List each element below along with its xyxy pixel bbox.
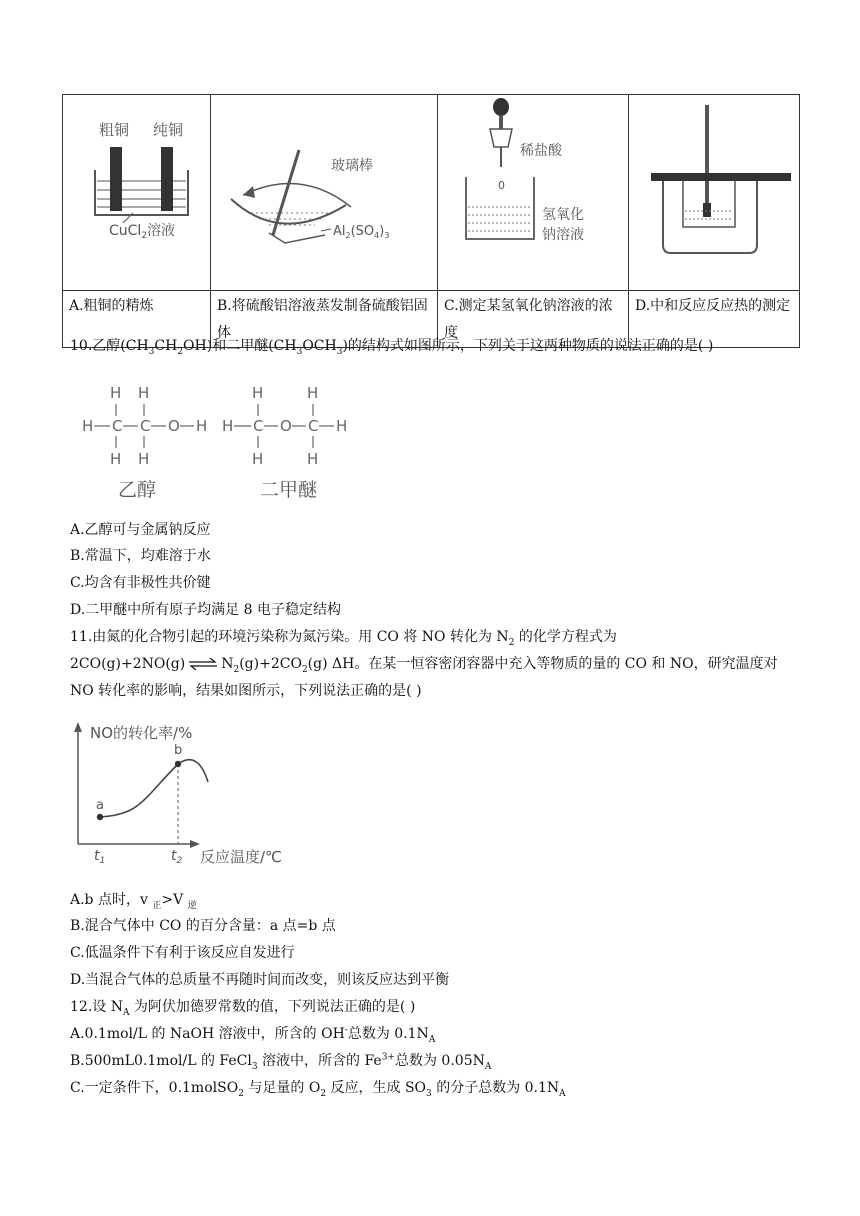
figure-cell-a	[63, 95, 211, 291]
pure-copper-label: 纯铜	[153, 121, 184, 139]
q10-option-b: B.常温下，均难溶于水	[70, 548, 211, 564]
conversion-curve	[100, 760, 208, 817]
equilibrium-arrow-icon	[187, 658, 219, 670]
evaporating-dish	[231, 199, 346, 224]
apparatus-table	[62, 94, 800, 348]
t2-label: $t_2$	[171, 848, 183, 866]
q11-option-b: B.混合气体中 CO 的百分含量：a 点=b 点	[70, 918, 336, 934]
calorimeter-figure	[629, 95, 799, 286]
svg-text:H: H	[336, 417, 348, 435]
pure-copper-electrode	[161, 147, 173, 211]
naoh-label-1: 氢氧化	[542, 207, 584, 223]
crude-copper-electrode	[110, 147, 122, 211]
thermometer	[705, 105, 709, 215]
svg-text:C: C	[112, 417, 123, 435]
q12-stem: 12.设 $N_A$ 为阿伏加德罗常数的值，下列说法正确的是( )	[70, 999, 416, 1018]
q11-stem-line1: 11.由氮的化合物引起的环境污染称为氮污染。用 CO 将 NO 转化为 $N_2$ 的化学方程式为	[70, 629, 617, 648]
structure-formulas	[70, 382, 360, 504]
t1-label: $t_1$	[94, 848, 106, 866]
no-conversion-chart	[70, 714, 300, 868]
q11-option-d: D.当混合气体的总质量不再随时间而改变，则该反应达到平衡	[70, 972, 450, 988]
caption-a: A.粗铜的精炼	[63, 291, 211, 348]
naoh-label-2: 钠溶液	[542, 227, 584, 243]
q11-equation-line: 2CO(g)+2NO(g) $N_2(g)+2CO_2(g)$ ΔH。在某一恒容密闭容器中充入等物质的量的 CO 和 NO，研究温度对	[70, 656, 778, 675]
x-axis-arrow-icon	[190, 840, 200, 848]
q12-option-c: C.一定条件下，0.1molSO$_2$ 与足量的 $O_2$ 反应，生成 $SO_3$ 的分子总数为 $0.1N_A$	[70, 1080, 566, 1099]
q12-option-b: B.500mL0.1mol/L 的 FeCl$_3$ 溶液中，所含的 $Fe^{3+}$总数为 $0.05N_A$	[70, 1052, 492, 1072]
titration-figure	[438, 95, 628, 286]
q10-option-a: A.乙醇可与金属钠反应	[70, 522, 211, 538]
q11-stem-line3: NO 转化率的影响，结果如图所示，下列说法正确的是( )	[70, 683, 422, 699]
ethanol-label: 乙醇	[118, 479, 157, 501]
chart-ylabel: NO的转化率/%	[90, 724, 193, 742]
figure-cell-c	[438, 95, 629, 291]
point-b-label: b	[174, 743, 183, 758]
figure-cell-d	[629, 95, 800, 291]
svg-text:H: H	[138, 384, 150, 402]
svg-text:H: H	[307, 384, 319, 402]
y-axis-arrow-icon	[74, 722, 82, 732]
q10-option-d: D.二甲醚中所有原子均满足 8 电子稳定结构	[70, 602, 341, 618]
glass-rod-label: 玻璃棒	[331, 158, 373, 174]
dilute-hcl-label: 稀盐酸	[520, 143, 562, 159]
svg-text:H: H	[138, 450, 150, 468]
q10-stem: 10.乙醇$(CH_3CH_2OH)$和二甲醚$(CH_3OCH_3)$的结构式如图所示，下列关于这两种物质的说法正确的是( )	[70, 338, 714, 357]
q12-option-a: A.0.1mol/L 的 NaOH 溶液中，所含的 OH-总数为 $0.1N_A$	[70, 1025, 436, 1045]
svg-text:H: H	[82, 417, 94, 435]
svg-text:H: H	[222, 417, 234, 435]
point-b-marker	[175, 761, 181, 767]
caption-d: D.中和反应反应热的测定	[629, 291, 800, 348]
svg-text:H: H	[307, 450, 319, 468]
svg-text:C: C	[308, 417, 319, 435]
svg-text:H: H	[110, 450, 122, 468]
ether-label: 二甲醚	[260, 479, 318, 501]
q11-option-c: C.低温条件下有利于该反应自发进行	[70, 945, 295, 961]
al2so4-label: $Al_2(SO_4)_3$	[333, 224, 390, 240]
svg-text:O: O	[280, 417, 292, 435]
caption-b: B.将硫酸铝溶液蒸发制备硫酸铝固体	[211, 291, 438, 348]
svg-text:H: H	[252, 384, 264, 402]
svg-text:C: C	[140, 417, 151, 435]
svg-text:C: C	[253, 417, 264, 435]
svg-text:H: H	[252, 450, 264, 468]
figure-cell-b	[211, 95, 438, 291]
svg-text:O: O	[168, 417, 180, 435]
cucl2-label: CuCl$_2$溶液	[109, 223, 176, 241]
point-a-label: a	[96, 798, 104, 813]
point-a-marker	[97, 814, 103, 820]
chart-xlabel: 反应温度/℃	[200, 848, 282, 866]
electrolysis-figure	[63, 95, 210, 286]
crude-copper-label: 粗铜	[99, 121, 130, 139]
svg-text:H: H	[196, 417, 208, 435]
q10-option-c: C.均含有非极性共价键	[70, 575, 211, 591]
caption-c: C.测定某氢氧化钠溶液的浓度	[438, 291, 629, 348]
lid-board	[651, 173, 791, 181]
dropper-bulb	[493, 98, 509, 116]
q11-option-a: A.b 点时，v $_正$>V $_逆$	[70, 892, 197, 911]
zero-mark: 0	[498, 179, 505, 192]
evaporation-figure	[211, 95, 437, 286]
svg-text:H: H	[110, 384, 122, 402]
